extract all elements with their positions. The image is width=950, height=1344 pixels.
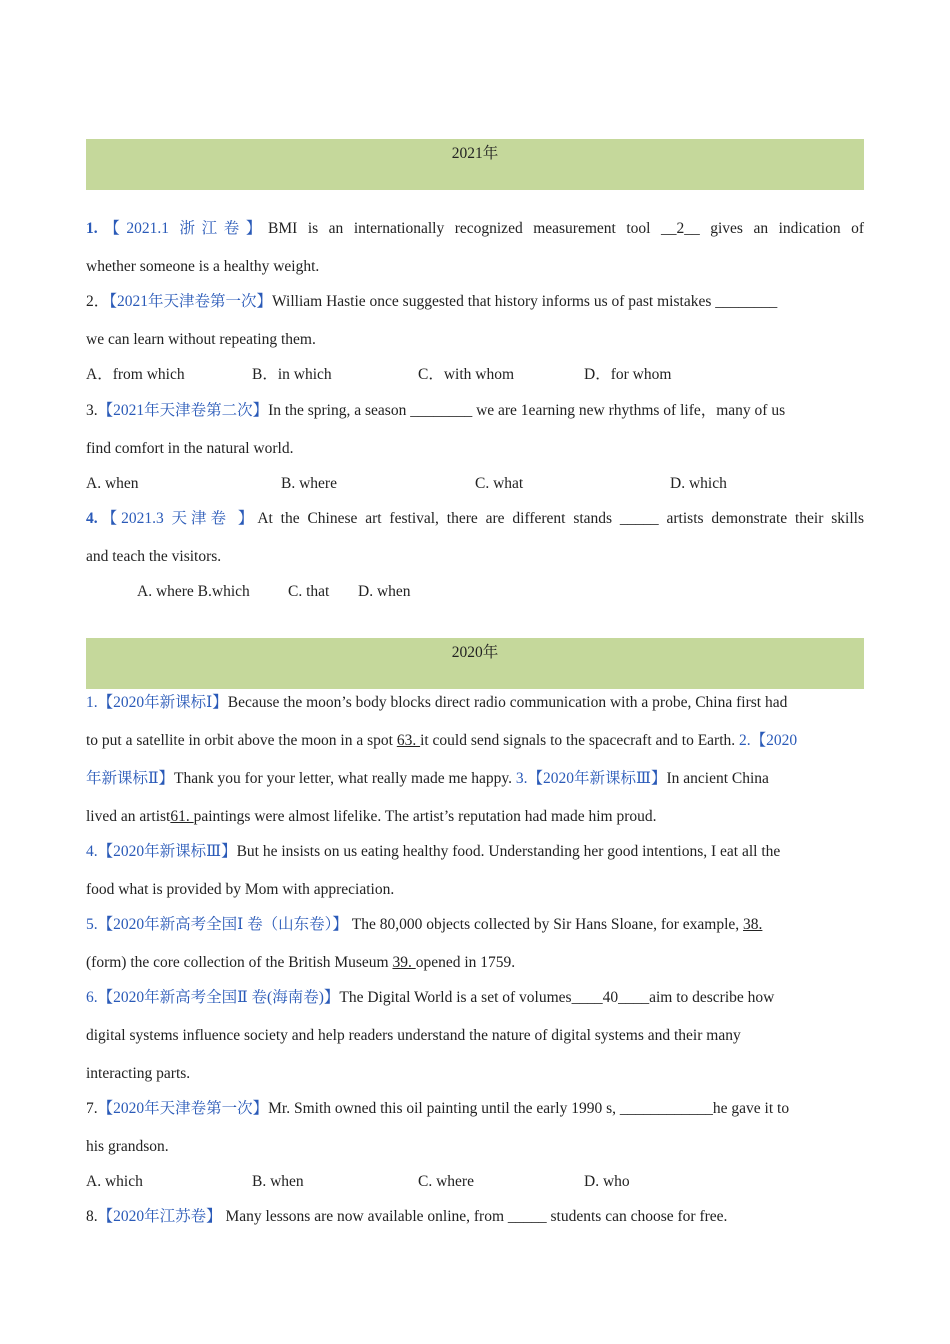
section-header-2020 (86, 638, 864, 689)
option-a[interactable]: A. which (86, 1173, 143, 1190)
question-source: 【2020年新高考全国Ⅱ 卷(海南卷)】 (97, 989, 340, 1006)
question-2020-4: 4.【2020年新课标Ⅲ】But he insists on us eating healthy food. Understanding her good intentions, I eat all the (86, 843, 781, 860)
question-2021-2-line2: we can learn without repeating them. (86, 331, 316, 348)
option-d[interactable]: D. who (584, 1173, 630, 1190)
question-2020-1: 1.【2020年新课标Ⅰ】Because the moon’s body blocks direct radio communication with a probe, China first had (86, 694, 788, 711)
question-2020-4-line2: food what is provided by Mom with appreciation. (86, 881, 395, 898)
question-source: 【2021.1 浙江卷】 (97, 220, 269, 237)
question-source: 【2020年新课标Ⅰ】 (97, 694, 228, 711)
answer-blank: 61. (170, 808, 194, 825)
answer-blank: ____40____ (571, 989, 650, 1006)
question-source: 【2021.3 天津卷 】 (97, 510, 258, 527)
option-b[interactable]: B．in which (252, 366, 332, 383)
option-d[interactable]: D．for whom (584, 366, 672, 383)
option-b[interactable]: B. when (252, 1173, 304, 1190)
option-c[interactable]: C．with whom (418, 366, 515, 383)
question-2020-7-line2: his grandson. (86, 1138, 169, 1155)
question-2020-7: 7.【2020年天津卷第一次】Mr. Smith owned this oil painting until the early 1990 s, ____________he gave it to (86, 1100, 790, 1117)
option-c[interactable]: C. that (288, 583, 330, 600)
option-d[interactable]: D. when (358, 583, 411, 600)
question-2020-1-line2: to put a satellite in orbit above the moon in a spot 63. it could send signals to the spacecraft and to Earth. 2.【2020 (86, 732, 798, 749)
answer-blank: __2__ (660, 220, 700, 237)
question-source: 【2020年新高考全国Ⅰ 卷（山东卷）】 (97, 916, 348, 933)
option-a[interactable]: A．from which (86, 366, 185, 383)
question-2020-1-line3: 年新课标Ⅱ】Thank you for your letter, what really made me happy. 3.【2020年新课标Ⅲ】In ancient China (86, 770, 769, 787)
question-source: 【2021年天津卷第一次】 (109, 293, 273, 310)
option-b[interactable]: B. where (281, 475, 337, 492)
question-2020-6-line3: interacting parts. (86, 1065, 191, 1082)
question-source: 【2020年江苏卷】 (97, 1208, 222, 1225)
question-2021-3-line2: find comfort in the natural world. (86, 440, 294, 457)
question-source: 【2020年新课标Ⅲ】 (97, 843, 237, 860)
question-2021-2: 2．【2021年天津卷第一次】William Hastie once suggested that history informs us of past mistakes ________ (86, 293, 778, 310)
answer-blank: 38. (743, 916, 763, 933)
option-d[interactable]: D. which (670, 475, 727, 492)
answer-blank: 39. (392, 954, 416, 971)
option-c[interactable]: C. what (475, 475, 524, 492)
question-2021-3: 3.【2021年天津卷第二次】In the spring, a season ________ we are 1earning new rhythms of life，many of us (86, 402, 786, 419)
question-2020-8: 8.【2020年江苏卷】 Many lessons are now available online, from _____ students can choose for free. (86, 1208, 728, 1225)
question-2021-4-line2: and teach the visitors. (86, 548, 222, 565)
question-2020-6-line2: digital systems influence society and help readers understand the nature of digital systems and their many (86, 1027, 741, 1044)
question-2020-5-line2: (form) the core collection of the British Museum 39. opened in 1759. (86, 954, 516, 971)
answer-blank: 63. (396, 732, 421, 749)
section-header-2021 (86, 139, 864, 190)
option-a-b[interactable]: A. where B.which (137, 583, 250, 600)
question-source: 【2020年天津卷第一次】 (97, 1100, 269, 1117)
option-c[interactable]: C. where (418, 1173, 474, 1190)
question-2020-6: 6.【2020年新高考全国Ⅱ 卷(海南卷)】The Digital World is a set of volumes____40____aim to describe how (86, 989, 775, 1006)
section-year: 2020年 (451, 644, 499, 661)
question-2021-1-line2: whether someone is a healthy weight. (86, 258, 320, 275)
question-2020-5: 5.【2020年新高考全国Ⅰ 卷（山东卷）】 The 80,000 objects collected by Sir Hans Sloane, for example, 38. (86, 916, 763, 933)
section-year: 2021年 (451, 145, 499, 162)
question-2021-1: 1.【2021.1 浙江卷】BMI is an internationally recognized measurement tool __2__ gives an indication of (86, 220, 864, 237)
question-2020-1-line4: lived an artist61. paintings were almost lifelike. The artist’s reputation had made him proud. (86, 808, 657, 825)
option-a[interactable]: A. when (86, 475, 139, 492)
question-2021-4: 4.【2021.3 天津卷 】At the Chinese art festival, there are different stands _____ artists demonstrate their skills (86, 510, 864, 527)
question-source: 【2021年天津卷第二次】 (97, 402, 269, 419)
